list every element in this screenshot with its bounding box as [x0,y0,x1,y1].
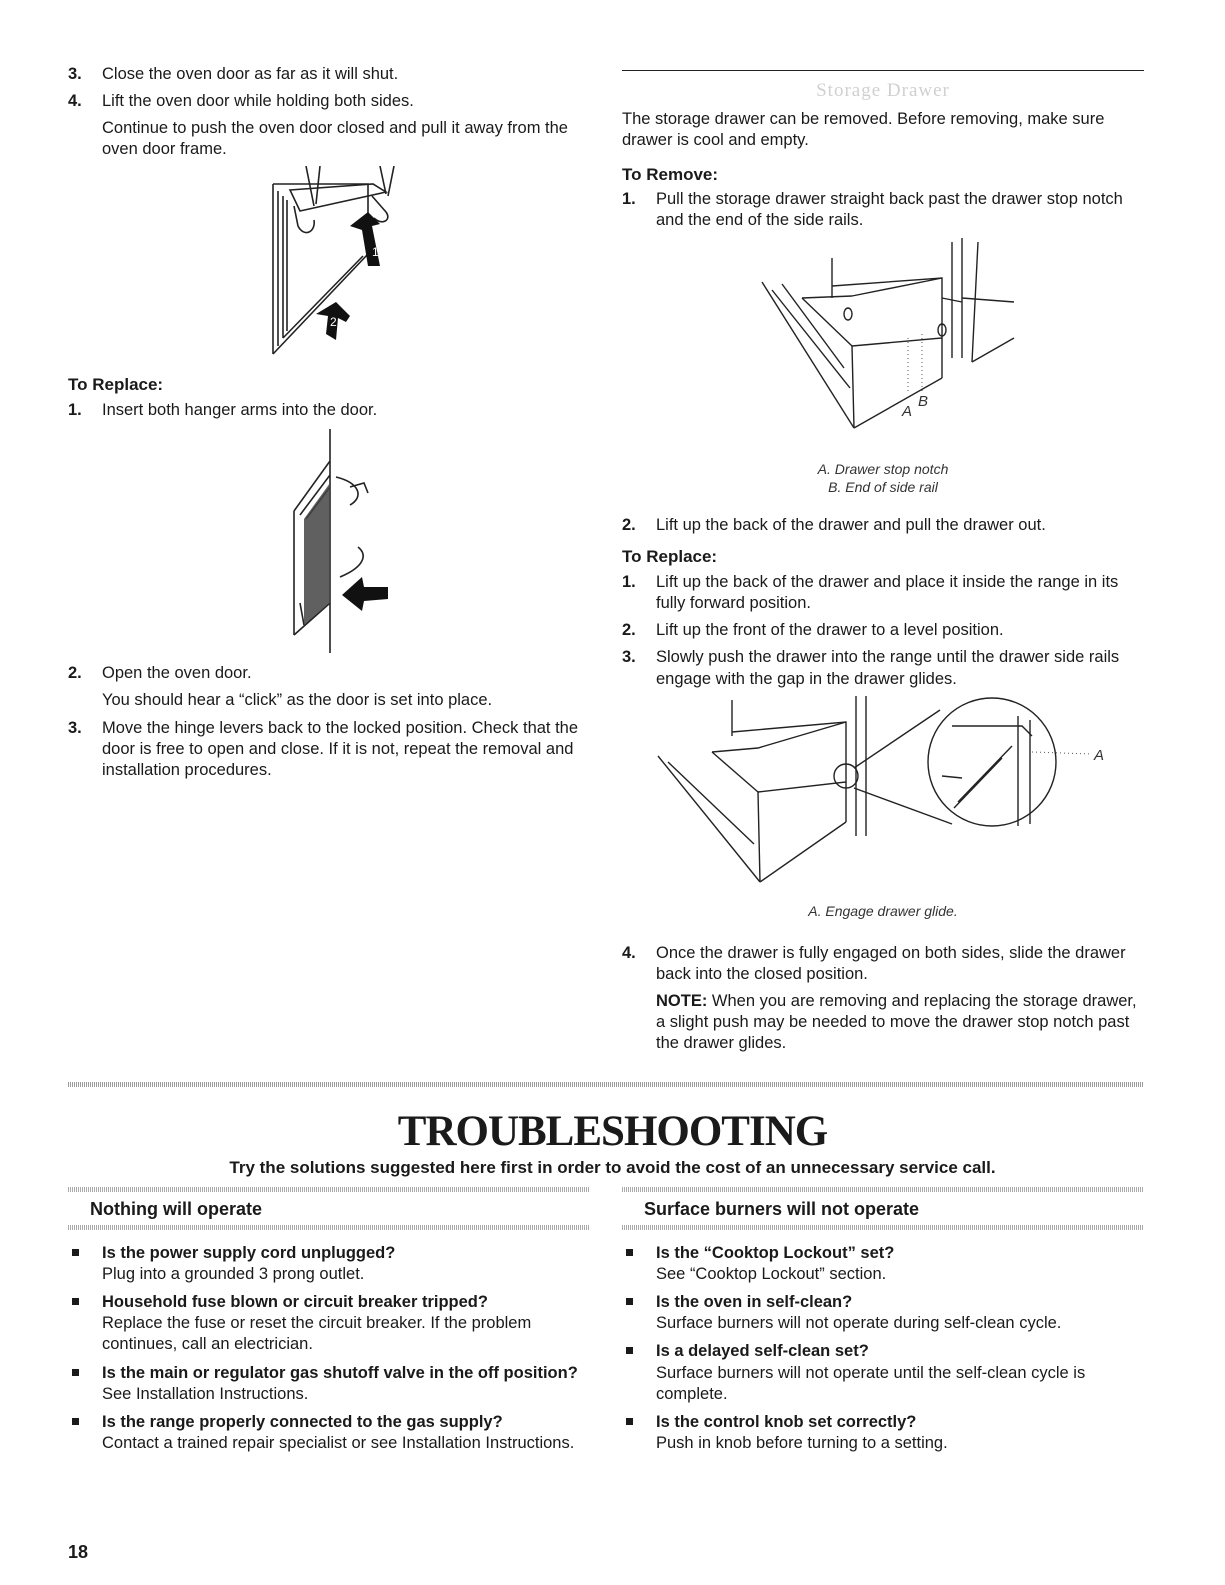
step-item [622,189,1144,231]
step-subtext: Continue to push the oven door closed and pull it away from the oven door frame. [102,119,568,159]
question: Household fuse blown or circuit breaker tripped? [102,1293,488,1312]
question: Is the power supply cord unplugged? [102,1244,396,1263]
hanger-arm-drawing [68,427,588,659]
step-number: 3. [622,648,636,667]
remove-steps [622,189,1144,231]
step-item [68,663,588,711]
replace-steps [68,400,588,421]
answer: Plug into a grounded 3 prong outlet. [102,1265,365,1284]
surface-burners-column [622,1198,1144,1461]
step-subtext: You should hear a “click” as the door is set into place. [102,691,493,710]
step-text: Lift the oven door while holding both sides. [102,92,414,111]
page-divider [68,1082,1144,1087]
left-column [68,64,588,787]
step-text: Insert both hanger arms into the door. [102,401,378,420]
step-text: Pull the storage drawer straight back past the drawer stop notch and the end of the side rails. [656,190,1123,230]
step-number: 2. [622,516,636,535]
note-label: NOTE: [656,991,708,1010]
question: Is the range properly connected to the gas supply? [102,1412,503,1431]
figure-caption: A. Engage drawer glide. [808,902,958,919]
step-number: 1. [622,573,636,592]
drawer-glide-drawing [622,696,1144,894]
answer: Push in knob before turning to a setting. [656,1433,948,1452]
drawer-glide-illustration [622,696,1144,894]
step-text: Close the oven door as far as it will shut. [102,65,399,83]
step-number: 3. [68,65,82,83]
oven-door-removal-illustration [68,166,588,364]
troubleshooting-subtitle: Try the solutions suggested here first in order to avoid the cost of an unnecessary service call. [229,1158,996,1177]
step-text: Open the oven door. [102,664,252,683]
step-number: 2. [622,621,636,640]
drawer-replace-steps [622,572,1144,690]
oven-door-drawing [68,166,588,364]
list-item [622,1292,1144,1334]
bullet-icon [626,1298,633,1305]
question: Is the main or regulator gas shutoff valve in the off position? [102,1363,578,1382]
note-text [656,991,1144,1054]
to-replace-heading: To Replace: [622,547,718,567]
question: Is the oven in self-clean? [656,1293,853,1312]
step-number: 1. [622,190,636,209]
note-body: When you are removing and replacing the storage drawer, a slight push may be needed to move the drawer stop notch past the drawer glides. [656,991,1137,1053]
answer: Surface burners will not operate during self-clean cycle. [656,1314,1062,1333]
caption-line-b: B. End of side rail [828,479,938,496]
bullet-icon [626,1418,633,1425]
bullet-icon [626,1347,633,1354]
door-steps-bottom [68,663,588,781]
question: Is the control knob set correctly? [656,1412,917,1431]
to-replace-heading: To Replace: [68,375,164,395]
bullet-icon [72,1249,79,1256]
figure-label: 1 [372,245,379,260]
step-number: 4. [68,92,82,111]
step-item [622,572,1144,614]
bullet-icon [72,1298,79,1305]
question: Is the “Cooktop Lockout” set? [656,1244,895,1263]
figure-label: 2 [330,315,337,330]
step-text: Move the hinge levers back to the locked position. Check that the door is free to open and close. If it is not, repeat the removal and installation procedures. [102,718,579,779]
step-item [622,515,1144,536]
step-text: Lift up the back of the drawer and place it inside the range in its fully forward position. [656,573,1119,613]
caption-line-a: A. Drawer stop notch [817,460,949,477]
list-item [622,1243,1144,1285]
step-number: 3. [68,718,82,737]
to-remove-heading: To Remove: [622,164,719,184]
answer: See “Cooktop Lockout” section. [656,1265,887,1284]
step-text: Lift up the front of the drawer to a level position. [656,621,1004,640]
hanger-arm-illustration [68,427,588,659]
answer: Surface burners will not operate until the self-clean cycle is complete. [656,1363,1086,1403]
step-text: Lift up the back of the drawer and pull the drawer out. [656,516,1046,535]
step-item [622,647,1144,689]
right-column [622,64,1144,1060]
step-item [68,64,588,85]
nothing-will-operate-heading: Nothing will operate [90,1199,263,1219]
step-item [68,91,588,160]
storage-drawer-intro: The storage drawer can be removed. Before removing, make sure drawer is cool and empty. [622,110,1105,150]
remove-steps-2 [622,515,1144,536]
list-item [68,1363,590,1405]
step-number: 1. [68,401,82,420]
step-item [622,620,1144,641]
header-bar-top-right [622,1187,1144,1192]
step-item [68,400,588,421]
step-number: 4. [622,943,636,962]
list-item [622,1341,1144,1404]
list-item [622,1412,1144,1454]
answer: See Installation Instructions. [102,1384,309,1403]
answer: Replace the fuse or reset the circuit breaker. If the problem continues, call an electrician. [102,1314,532,1354]
callout-label-a: A [1094,746,1105,764]
bullet-icon [72,1369,79,1376]
drawer-removal-drawing [622,238,1144,460]
drawer-removal-illustration [622,238,1144,460]
storage-drawer-title: Storage Drawer [816,80,950,101]
step-number: 2. [68,664,82,683]
question: Is a delayed self-clean set? [656,1342,869,1361]
section-divider [622,70,1144,71]
troubleshooting-title: TROUBLESHOOTING [397,1108,828,1155]
bullet-icon [72,1418,79,1425]
door-steps-top [68,64,588,160]
step-text: Slowly push the drawer into the range until the drawer side rails engage with the gap in the drawer glides. [656,648,1120,688]
list-item [68,1292,590,1355]
list-item [68,1243,590,1285]
figure-caption [622,460,1144,498]
list-item [68,1412,590,1454]
page-number: 18 [68,1542,89,1562]
callout-label-a: A [902,402,913,420]
step-text: Once the drawer is fully engaged on both sides, slide the drawer back into the closed position. [656,943,1126,983]
step-item [622,943,1144,1055]
bullet-icon [626,1249,633,1256]
answer: Contact a trained repair specialist or see Installation Instructions. [102,1433,575,1452]
callout-label-b: B [918,392,929,410]
nothing-will-operate-column [68,1198,590,1461]
drawer-replace-steps-2 [622,943,1144,1055]
step-item [68,718,588,781]
header-bar-top-left [68,1187,590,1192]
surface-burners-heading: Surface burners will not operate [644,1199,920,1219]
